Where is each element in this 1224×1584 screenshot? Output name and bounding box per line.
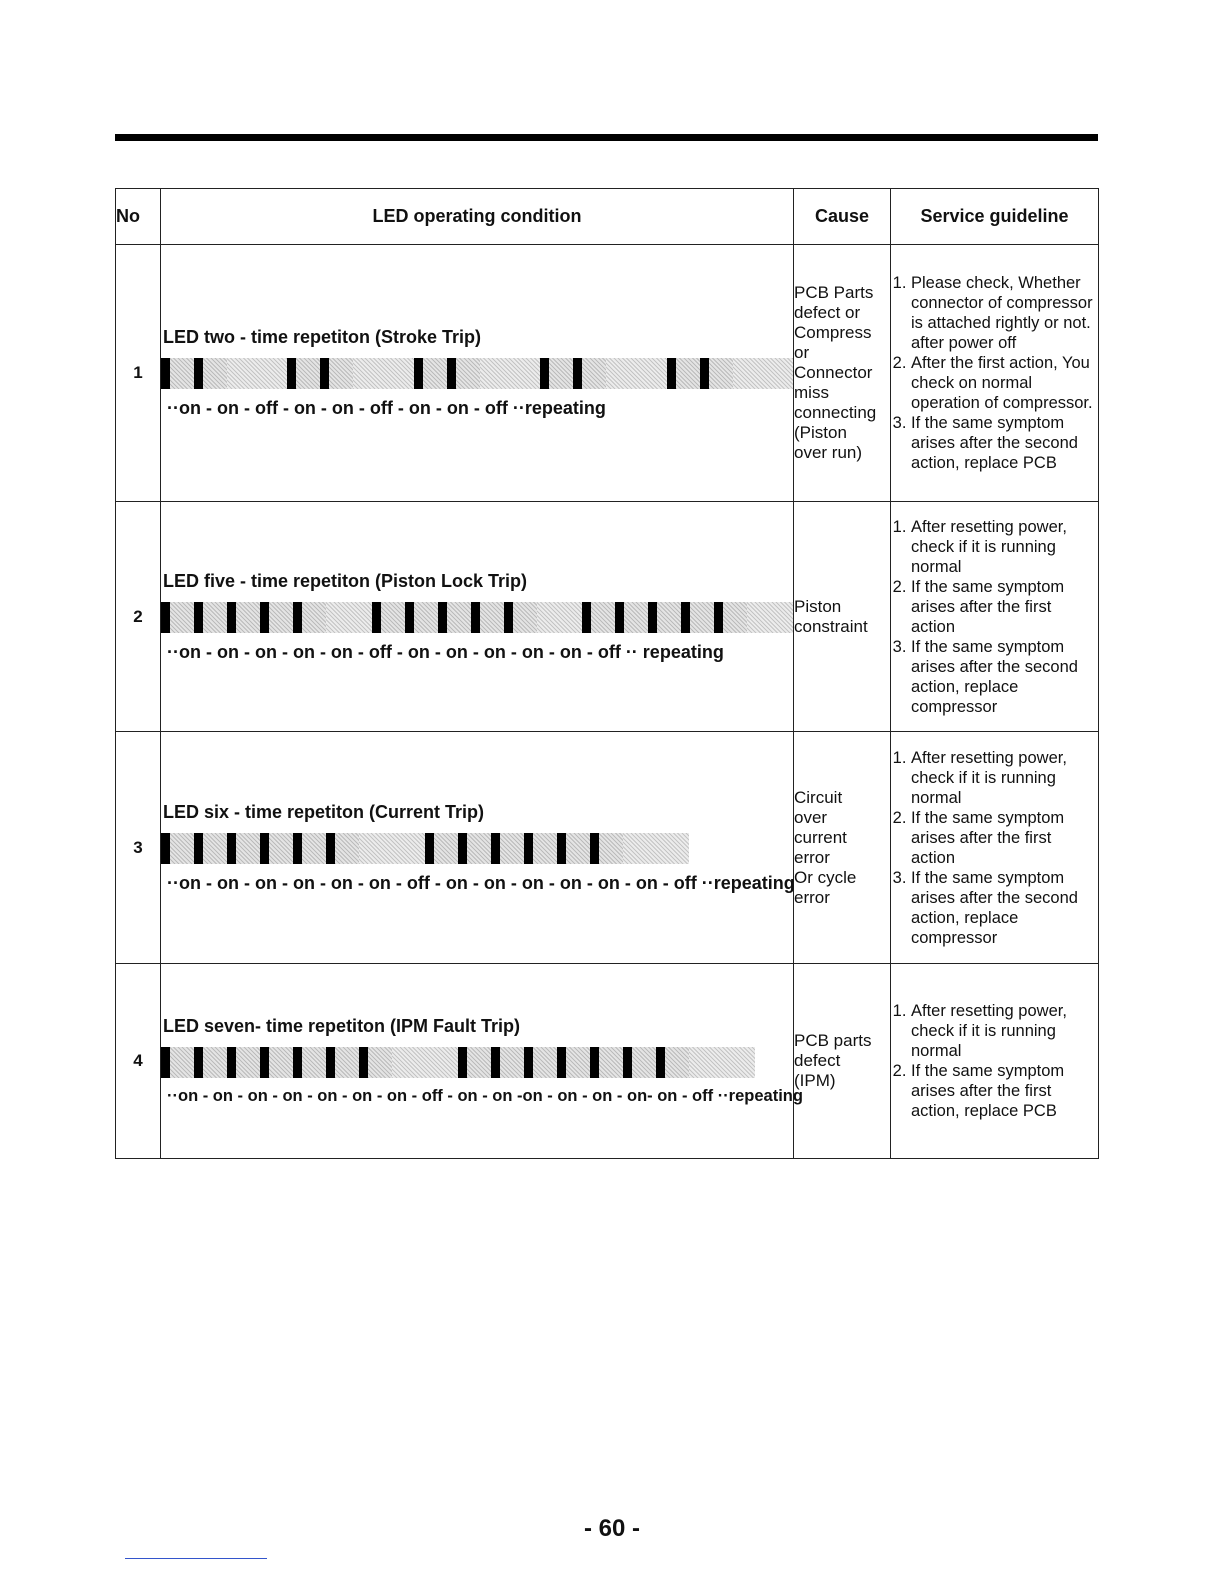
- led-gap: [170, 833, 194, 864]
- led-on-segment: [326, 1047, 359, 1078]
- led-blink-pattern: [161, 602, 793, 633]
- led-on-segment: [458, 833, 491, 864]
- led-on-segment: [425, 833, 458, 864]
- led-off-segment: [733, 358, 793, 389]
- led-off-segment: [689, 1047, 755, 1078]
- led-off-segment: [353, 358, 413, 389]
- led-condition-cell: [161, 245, 794, 502]
- led-on-bar: [194, 358, 203, 389]
- led-on-bar: [227, 602, 236, 633]
- led-on-bar: [438, 602, 447, 633]
- led-on-bar: [260, 1047, 269, 1078]
- led-off-segment: [606, 358, 666, 389]
- cause-line: error: [794, 887, 830, 907]
- top-rule: [115, 134, 1098, 141]
- led-gap: [203, 358, 227, 389]
- led-on-bar: [372, 602, 381, 633]
- led-gap: [447, 602, 471, 633]
- led-gap: [533, 833, 557, 864]
- led-on-segment: [359, 1047, 392, 1078]
- page-number: - 60 -: [583, 1515, 640, 1542]
- led-on-bar: [573, 358, 582, 389]
- led-on-bar: [320, 358, 329, 389]
- led-gap: [236, 602, 260, 633]
- led-gap: [599, 1047, 623, 1078]
- guideline-item: 3. If the same symptom arises after the second action, replace compressor: [911, 868, 1098, 948]
- cause-line: over: [794, 807, 828, 827]
- led-gap: [500, 833, 524, 864]
- led-trouble-table: [115, 188, 1099, 1159]
- led-on-segment: [491, 833, 524, 864]
- cause-line: error: [794, 847, 830, 867]
- condition-title: LED six - time repetiton (Current Trip): [163, 801, 485, 822]
- led-on-bar: [590, 833, 599, 864]
- led-on-segment: [447, 358, 480, 389]
- cause-cell: [794, 964, 891, 1159]
- led-on-segment: [582, 602, 615, 633]
- led-on-bar: [648, 602, 657, 633]
- cause-line: defect: [794, 1051, 841, 1070]
- led-off-segment: [227, 358, 287, 389]
- cause-line: over run): [794, 443, 863, 462]
- cause-line: or: [794, 343, 810, 362]
- header-row: [116, 189, 1099, 245]
- led-on-bar: [615, 602, 624, 633]
- cause-line: Piston: [794, 596, 842, 616]
- guideline-item: 2. If the same symptom arises after the first action, replace PCB: [911, 1061, 1098, 1121]
- led-on-bar: [491, 1047, 500, 1078]
- led-on-bar: [667, 358, 676, 389]
- led-on-bar: [700, 358, 709, 389]
- led-on-bar: [194, 833, 203, 864]
- led-on-bar: [623, 1047, 632, 1078]
- led-off-segment: [359, 833, 425, 864]
- led-on-segment: [471, 602, 504, 633]
- led-on-segment: [458, 1047, 491, 1078]
- led-on-bar: [557, 1047, 566, 1078]
- guideline-list: [891, 517, 1098, 717]
- led-off-segment: [326, 602, 372, 633]
- led-gap: [513, 602, 537, 633]
- led-off-segment: [623, 833, 689, 864]
- led-on-bar: [405, 602, 414, 633]
- led-gap: [302, 833, 326, 864]
- header-no: No: [116, 189, 161, 245]
- led-on-bar: [194, 602, 203, 633]
- led-on-segment: [326, 833, 359, 864]
- led-on-segment: [557, 833, 590, 864]
- led-on-segment: [656, 1047, 689, 1078]
- cause-cell: [794, 245, 891, 502]
- led-on-bar: [540, 358, 549, 389]
- led-blink-pattern: [161, 833, 793, 864]
- condition-title: LED two - time repetiton (Stroke Trip): [163, 327, 482, 347]
- led-on-segment: [700, 358, 733, 389]
- led-on-segment: [524, 833, 557, 864]
- guideline-item: 2. After the first action, You check on normal operation of compressor.: [911, 353, 1098, 413]
- led-off-segment: [392, 1047, 458, 1078]
- led-on-segment: [227, 602, 260, 633]
- led-on-segment: [504, 602, 537, 633]
- led-gap: [690, 602, 714, 633]
- guideline-item: 2. If the same symptom arises after the first action: [911, 808, 1098, 868]
- led-on-segment: [648, 602, 681, 633]
- cause-line: connecting: [794, 403, 877, 422]
- led-on-segment: [260, 833, 293, 864]
- led-on-bar: [447, 358, 456, 389]
- led-gap: [203, 1047, 227, 1078]
- led-on-bar: [326, 833, 335, 864]
- led-on-bar: [590, 1047, 599, 1078]
- guideline-list: [891, 273, 1098, 473]
- led-on-bar: [656, 1047, 665, 1078]
- cause-line: constraint: [794, 616, 868, 636]
- led-gap: [624, 602, 648, 633]
- led-gap: [269, 833, 293, 864]
- led-on-segment: [540, 358, 573, 389]
- led-gap: [302, 1047, 326, 1078]
- led-on-bar: [194, 1047, 203, 1078]
- led-gap: [533, 1047, 557, 1078]
- footer-link-rule: [125, 1558, 267, 1559]
- led-gap: [269, 1047, 293, 1078]
- led-gap: [236, 1047, 260, 1078]
- led-off-segment: [537, 602, 583, 633]
- row-number: 2: [116, 502, 161, 732]
- led-gap: [723, 602, 747, 633]
- led-gap: [335, 833, 359, 864]
- led-on-segment: [681, 602, 714, 633]
- led-on-bar: [582, 602, 591, 633]
- led-gap: [170, 358, 194, 389]
- led-on-segment: [714, 602, 747, 633]
- led-on-bar: [227, 833, 236, 864]
- led-on-bar: [471, 602, 480, 633]
- cause-line: (IPM): [794, 1071, 836, 1090]
- led-on-segment: [194, 602, 227, 633]
- condition-title: LED five - time repetiton (Piston Lock Trip): [163, 570, 528, 591]
- led-on-segment: [320, 358, 353, 389]
- led-on-bar: [293, 1047, 302, 1078]
- led-gap: [335, 1047, 359, 1078]
- table-row: [116, 732, 1099, 964]
- header-cause: Cause: [794, 189, 891, 245]
- led-on-segment: [161, 1047, 194, 1078]
- led-on-segment: [293, 602, 326, 633]
- cause-cell: [794, 502, 891, 732]
- led-on-segment: [524, 1047, 557, 1078]
- guideline-item: 3. If the same symptom arises after the second action, replace compressor: [911, 637, 1098, 717]
- led-on-segment: [405, 602, 438, 633]
- cause-line: Compress: [794, 323, 872, 342]
- led-gap: [599, 833, 623, 864]
- led-gap: [480, 602, 504, 633]
- led-gap: [500, 1047, 524, 1078]
- blink-sequence: ··on - on - on - on - on - off - on - on - on - on - on - off ·· repeating: [167, 641, 724, 662]
- led-gap: [591, 602, 615, 633]
- led-on-bar: [714, 602, 723, 633]
- guideline-list: [891, 748, 1098, 948]
- row-number: 3: [116, 732, 161, 964]
- led-on-bar: [414, 358, 423, 389]
- guideline-cell: [891, 245, 1099, 502]
- led-blink-pattern: [161, 358, 793, 389]
- led-gap: [467, 1047, 491, 1078]
- row-number: 1: [116, 245, 161, 502]
- led-gap: [236, 833, 260, 864]
- guideline-item: 1. After resetting power, check if it is running normal: [911, 517, 1098, 577]
- led-on-bar: [359, 1047, 368, 1078]
- led-gap: [456, 358, 480, 389]
- led-on-segment: [194, 833, 227, 864]
- blink-sequence: ··on - on - on - on - on - on - on - off - on - on -on - on - on - on- on - off ··repeating: [167, 1087, 803, 1105]
- row-number: 4: [116, 964, 161, 1159]
- led-gap: [170, 1047, 194, 1078]
- cause-line: Circuit: [794, 787, 843, 807]
- led-on-segment: [260, 1047, 293, 1078]
- led-on-bar: [227, 1047, 236, 1078]
- guideline-cell: [891, 732, 1099, 964]
- led-on-segment: [287, 358, 320, 389]
- led-on-bar: [524, 833, 533, 864]
- led-on-segment: [491, 1047, 524, 1078]
- cause-line: Or cycle: [794, 867, 857, 887]
- header-guideline: Service guideline: [891, 189, 1099, 245]
- led-on-segment: [573, 358, 606, 389]
- led-on-bar: [504, 602, 513, 633]
- led-condition-cell: [161, 964, 803, 1159]
- guideline-item: 1. Please check, Whether connector of compressor is attached rightly or not. after power off: [911, 273, 1098, 353]
- led-on-segment: [161, 358, 194, 389]
- led-gap: [566, 1047, 590, 1078]
- guideline-item: 2. If the same symptom arises after the first action: [911, 577, 1098, 637]
- led-blink-pattern: [161, 1047, 793, 1078]
- led-gap: [549, 358, 573, 389]
- led-on-bar: [524, 1047, 533, 1078]
- led-on-segment: [293, 833, 326, 864]
- led-on-bar: [161, 358, 170, 389]
- cause-line: current: [794, 827, 847, 847]
- led-gap: [368, 1047, 392, 1078]
- led-on-segment: [227, 1047, 260, 1078]
- led-on-segment: [667, 358, 700, 389]
- guideline-list: [891, 1001, 1098, 1121]
- guideline-item: 1. After resetting power, check if it is running normal: [911, 1001, 1098, 1061]
- led-on-bar: [293, 602, 302, 633]
- led-on-segment: [414, 358, 447, 389]
- led-gap: [632, 1047, 656, 1078]
- table-row: [116, 502, 1099, 732]
- blink-sequence: ··on - on - off - on - on - off - on - on - off ··repeating: [167, 398, 606, 418]
- led-on-segment: [293, 1047, 326, 1078]
- led-gap: [582, 358, 606, 389]
- header-condition: LED operating condition: [161, 189, 794, 245]
- led-on-bar: [557, 833, 566, 864]
- led-on-segment: [372, 602, 405, 633]
- led-gap: [676, 358, 700, 389]
- blink-sequence: ··on - on - on - on - on - on - off - on - on - on - on - on - on - off ··repeating: [167, 872, 795, 893]
- led-gap: [566, 833, 590, 864]
- led-gap: [329, 358, 353, 389]
- led-gap: [434, 833, 458, 864]
- led-gap: [381, 602, 405, 633]
- led-on-bar: [491, 833, 500, 864]
- led-gap: [296, 358, 320, 389]
- led-on-bar: [260, 602, 269, 633]
- led-condition-cell: [161, 502, 794, 732]
- cause-line: defect or: [794, 303, 861, 322]
- guideline-item: 3. If the same symptom arises after the second action, replace PCB: [911, 413, 1098, 473]
- led-on-segment: [590, 833, 623, 864]
- led-on-segment: [615, 602, 648, 633]
- led-on-segment: [438, 602, 471, 633]
- led-gap: [414, 602, 438, 633]
- table-row: [116, 245, 1099, 502]
- led-off-segment: [747, 602, 793, 633]
- led-condition-cell: [161, 732, 794, 964]
- led-gap: [302, 602, 326, 633]
- led-on-bar: [161, 833, 170, 864]
- guideline-cell: [891, 502, 1099, 732]
- led-on-segment: [260, 602, 293, 633]
- led-on-bar: [260, 833, 269, 864]
- guideline-cell: [891, 964, 1099, 1159]
- led-gap: [423, 358, 447, 389]
- led-on-bar: [681, 602, 690, 633]
- condition-title: LED seven- time repetiton (IPM Fault Trip): [163, 1016, 521, 1036]
- cause-line: PCB Parts: [794, 283, 874, 302]
- led-gap: [657, 602, 681, 633]
- led-on-bar: [287, 358, 296, 389]
- cause-line: PCB parts: [794, 1031, 872, 1050]
- led-on-segment: [161, 833, 194, 864]
- led-gap: [269, 602, 293, 633]
- led-on-segment: [194, 1047, 227, 1078]
- led-gap: [665, 1047, 689, 1078]
- cause-line: miss: [794, 383, 829, 402]
- led-on-bar: [293, 833, 302, 864]
- led-gap: [203, 833, 227, 864]
- cause-cell: [794, 732, 891, 964]
- led-on-bar: [458, 1047, 467, 1078]
- led-on-segment: [557, 1047, 590, 1078]
- led-off-segment: [480, 358, 540, 389]
- table-row: [116, 964, 1099, 1159]
- cause-line: (Piston: [794, 423, 847, 442]
- led-on-segment: [227, 833, 260, 864]
- led-on-bar: [425, 833, 434, 864]
- cause-line: Connector: [794, 363, 873, 382]
- led-on-segment: [161, 602, 194, 633]
- led-on-bar: [458, 833, 467, 864]
- led-gap: [709, 358, 733, 389]
- led-on-segment: [623, 1047, 656, 1078]
- led-on-bar: [161, 602, 170, 633]
- led-on-segment: [194, 358, 227, 389]
- led-gap: [170, 602, 194, 633]
- led-gap: [203, 602, 227, 633]
- led-on-bar: [326, 1047, 335, 1078]
- guideline-item: 1. After resetting power, check if it is running normal: [911, 748, 1098, 808]
- led-on-segment: [590, 1047, 623, 1078]
- led-gap: [467, 833, 491, 864]
- led-on-bar: [161, 1047, 170, 1078]
